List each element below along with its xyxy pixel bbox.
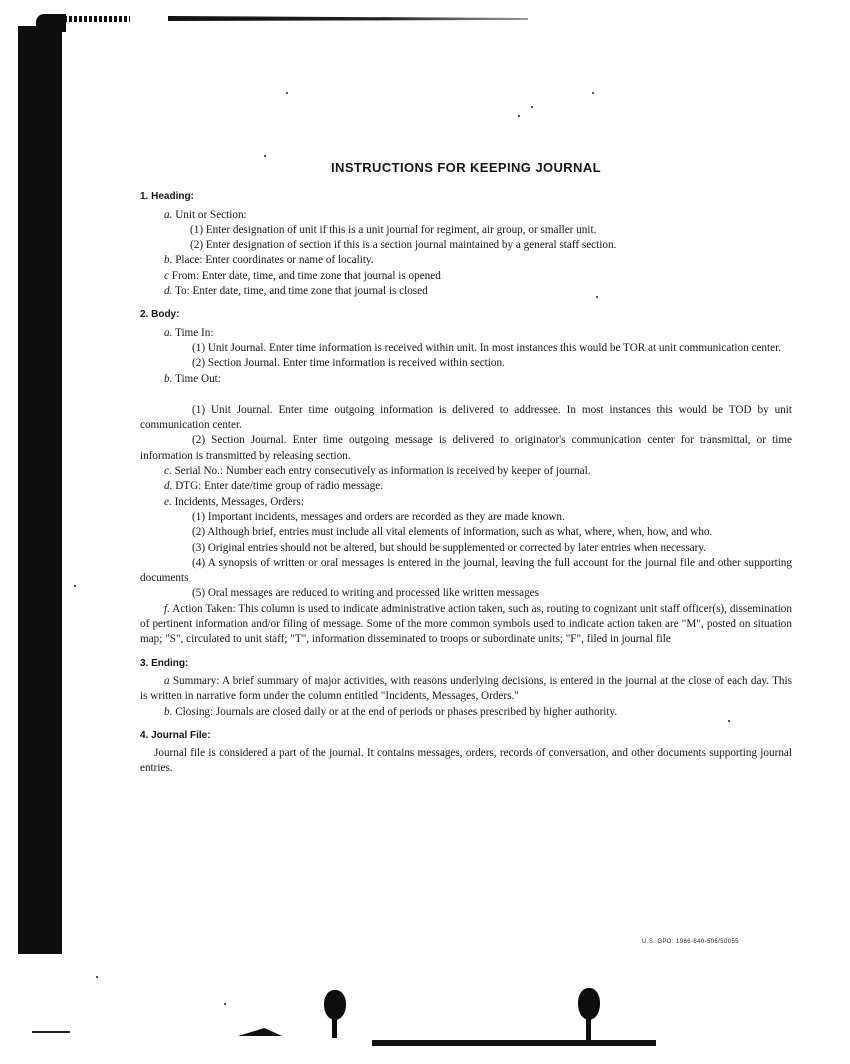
scan-bottom-wedge (238, 1028, 282, 1036)
body-item-d (140, 479, 792, 494)
scan-edge-bar-top (36, 14, 66, 32)
ending-item-b (140, 705, 792, 720)
punch-hole-stem-left (332, 1016, 337, 1038)
journal-instructions-document (140, 160, 792, 777)
heading-item-b-text: Place: Enter coordinates or name of locality. (175, 254, 374, 267)
body-item-a2: (2) Section Journal. Enter time information is received within section. (192, 357, 505, 370)
body-item-e-letter: e. (164, 495, 172, 508)
body-item-e-text: Incidents, Messages, Orders: (174, 495, 304, 508)
body-item-d-letter: d. (164, 480, 173, 493)
heading-item-d-text: To: Enter date, time, and time zone that journal is closed (175, 285, 428, 298)
section-body-title: 2. Body: (140, 309, 180, 321)
scan-speck (286, 92, 288, 94)
body-item-a1: (1) Unit Journal. Enter time information is received within unit. In most instances this would be TOR at unit communication center. (192, 341, 781, 354)
journal-file-text: Journal file is considered a part of the journal. It contains messages, orders, records of conversation, and other documents supporting journal entries. (140, 747, 792, 775)
heading-item-a1: (1) Enter designation of unit if this is a unit journal for regiment, air group, or smaller unit. (190, 223, 597, 236)
heading-item-d-letter: d. (164, 285, 173, 298)
heading-item-a-text: Unit or Section: (175, 208, 247, 221)
scan-edge-bar (18, 26, 62, 954)
body-item-c-letter: c. (164, 465, 172, 478)
body-item-c (140, 464, 792, 479)
body-item-e4: (4) A synopsis of written or oral messages is entered in the journal, leaving the full account for the journal file and other supporting documents (140, 556, 792, 585)
scan-speck (96, 976, 98, 978)
body-item-f (140, 602, 792, 648)
body-item-b-text: Time Out: (175, 372, 221, 385)
body-item-c-text: Serial No.: Number each entry consecutively as information is received by keeper of journal. (174, 465, 591, 478)
gpo-print-code: U.S. GPO: 1986-640-506/50055 (642, 939, 739, 945)
section-ending-title: 3. Ending: (140, 657, 189, 669)
scan-speck (592, 92, 594, 94)
heading-item-a-letter: a. (164, 208, 173, 221)
body-item-b1: (1) Unit Journal. Enter time outgoing information is delivered to addressee. In most instances this would be TOD by unit communication center. (140, 403, 792, 432)
ending-item-a-text: Summary: A brief summary of major activities, with reasons underlying decisions, is entered in the journal at the close of each day. This is written in narrative form under the column entitled "Incidents, Messages, Orders." (140, 674, 792, 703)
scan-top-rule (168, 16, 528, 21)
body-item-a-letter: a. (164, 326, 173, 339)
section-journal-file-title: 4. Journal File: (140, 729, 211, 741)
heading-item-c-letter: c (164, 269, 169, 282)
body-item-b2: (2) Section Journal. Enter time outgoing message is delivered to originator's communication center for transmittal, or time information is transmitted by releasing section. (140, 434, 792, 462)
ending-item-a-letter: a (164, 674, 170, 687)
punch-hole-stem-right (586, 1016, 591, 1040)
heading-item-b (140, 253, 792, 268)
heading-item-c-text: From: Enter date, time, and time zone that journal is opened (171, 269, 441, 282)
scan-top-dashes (64, 16, 130, 22)
document-title: INSTRUCTIONS FOR KEEPING JOURNAL (331, 160, 601, 175)
ending-item-b-text: Closing: Journals are closed daily or at the end of periods or phases prescribed by higher authority. (175, 705, 618, 718)
scan-speck (531, 106, 533, 108)
heading-item-a (140, 208, 792, 223)
body-item-b (140, 372, 792, 387)
scan-speck (74, 585, 76, 587)
body-item-f-text: Action Taken: This column is used to indicate administrative action taken, such as, routing to cognizant unit staff officer(s), dissemination of pertinent information and/or filing of message. Some of the more common symbols used to indicate action taken are "M", posted on situation map; "S", circulated to unit staff; "T", information disseminated to troops or subordinate units; "F", filed in journal file (140, 602, 792, 646)
heading-item-d (140, 284, 792, 299)
body-item-e (140, 495, 792, 510)
heading-item-a2: (2) Enter designation of section if this is a section journal maintained by a general staff section. (190, 239, 617, 252)
heading-item-b-letter: b. (164, 254, 173, 267)
body-item-b-letter: b. (164, 372, 173, 385)
body-item-a-text: Time In: (175, 326, 214, 339)
body-item-f-letter: f. (164, 602, 170, 615)
scan-bottom-left-rule (32, 1031, 70, 1033)
heading-item-c (140, 269, 792, 284)
ending-item-b-letter: b. (164, 705, 173, 718)
body-item-e3: (3) Original entries should not be altered, but should be supplemented or corrected by later entries when necessary. (192, 541, 707, 554)
body-item-e2: (2) Although brief, entries must include all vital elements of information, such as what, where, when, how, and who. (192, 526, 713, 539)
scan-speck (264, 155, 266, 157)
scan-speck (518, 115, 520, 117)
section-heading-title: 1. Heading: (140, 191, 194, 203)
body-item-d-text: DTG: Enter date/time group of radio message. (175, 480, 384, 493)
ending-item-a (140, 674, 792, 705)
body-item-e1: (1) Important incidents, messages and orders are recorded as they are made known. (192, 510, 565, 523)
scan-speck (224, 1003, 226, 1005)
scan-bottom-rule (372, 1040, 656, 1046)
body-item-a (140, 326, 792, 341)
body-item-e5: (5) Oral messages are reduced to writing and processed like written messages (192, 587, 540, 600)
